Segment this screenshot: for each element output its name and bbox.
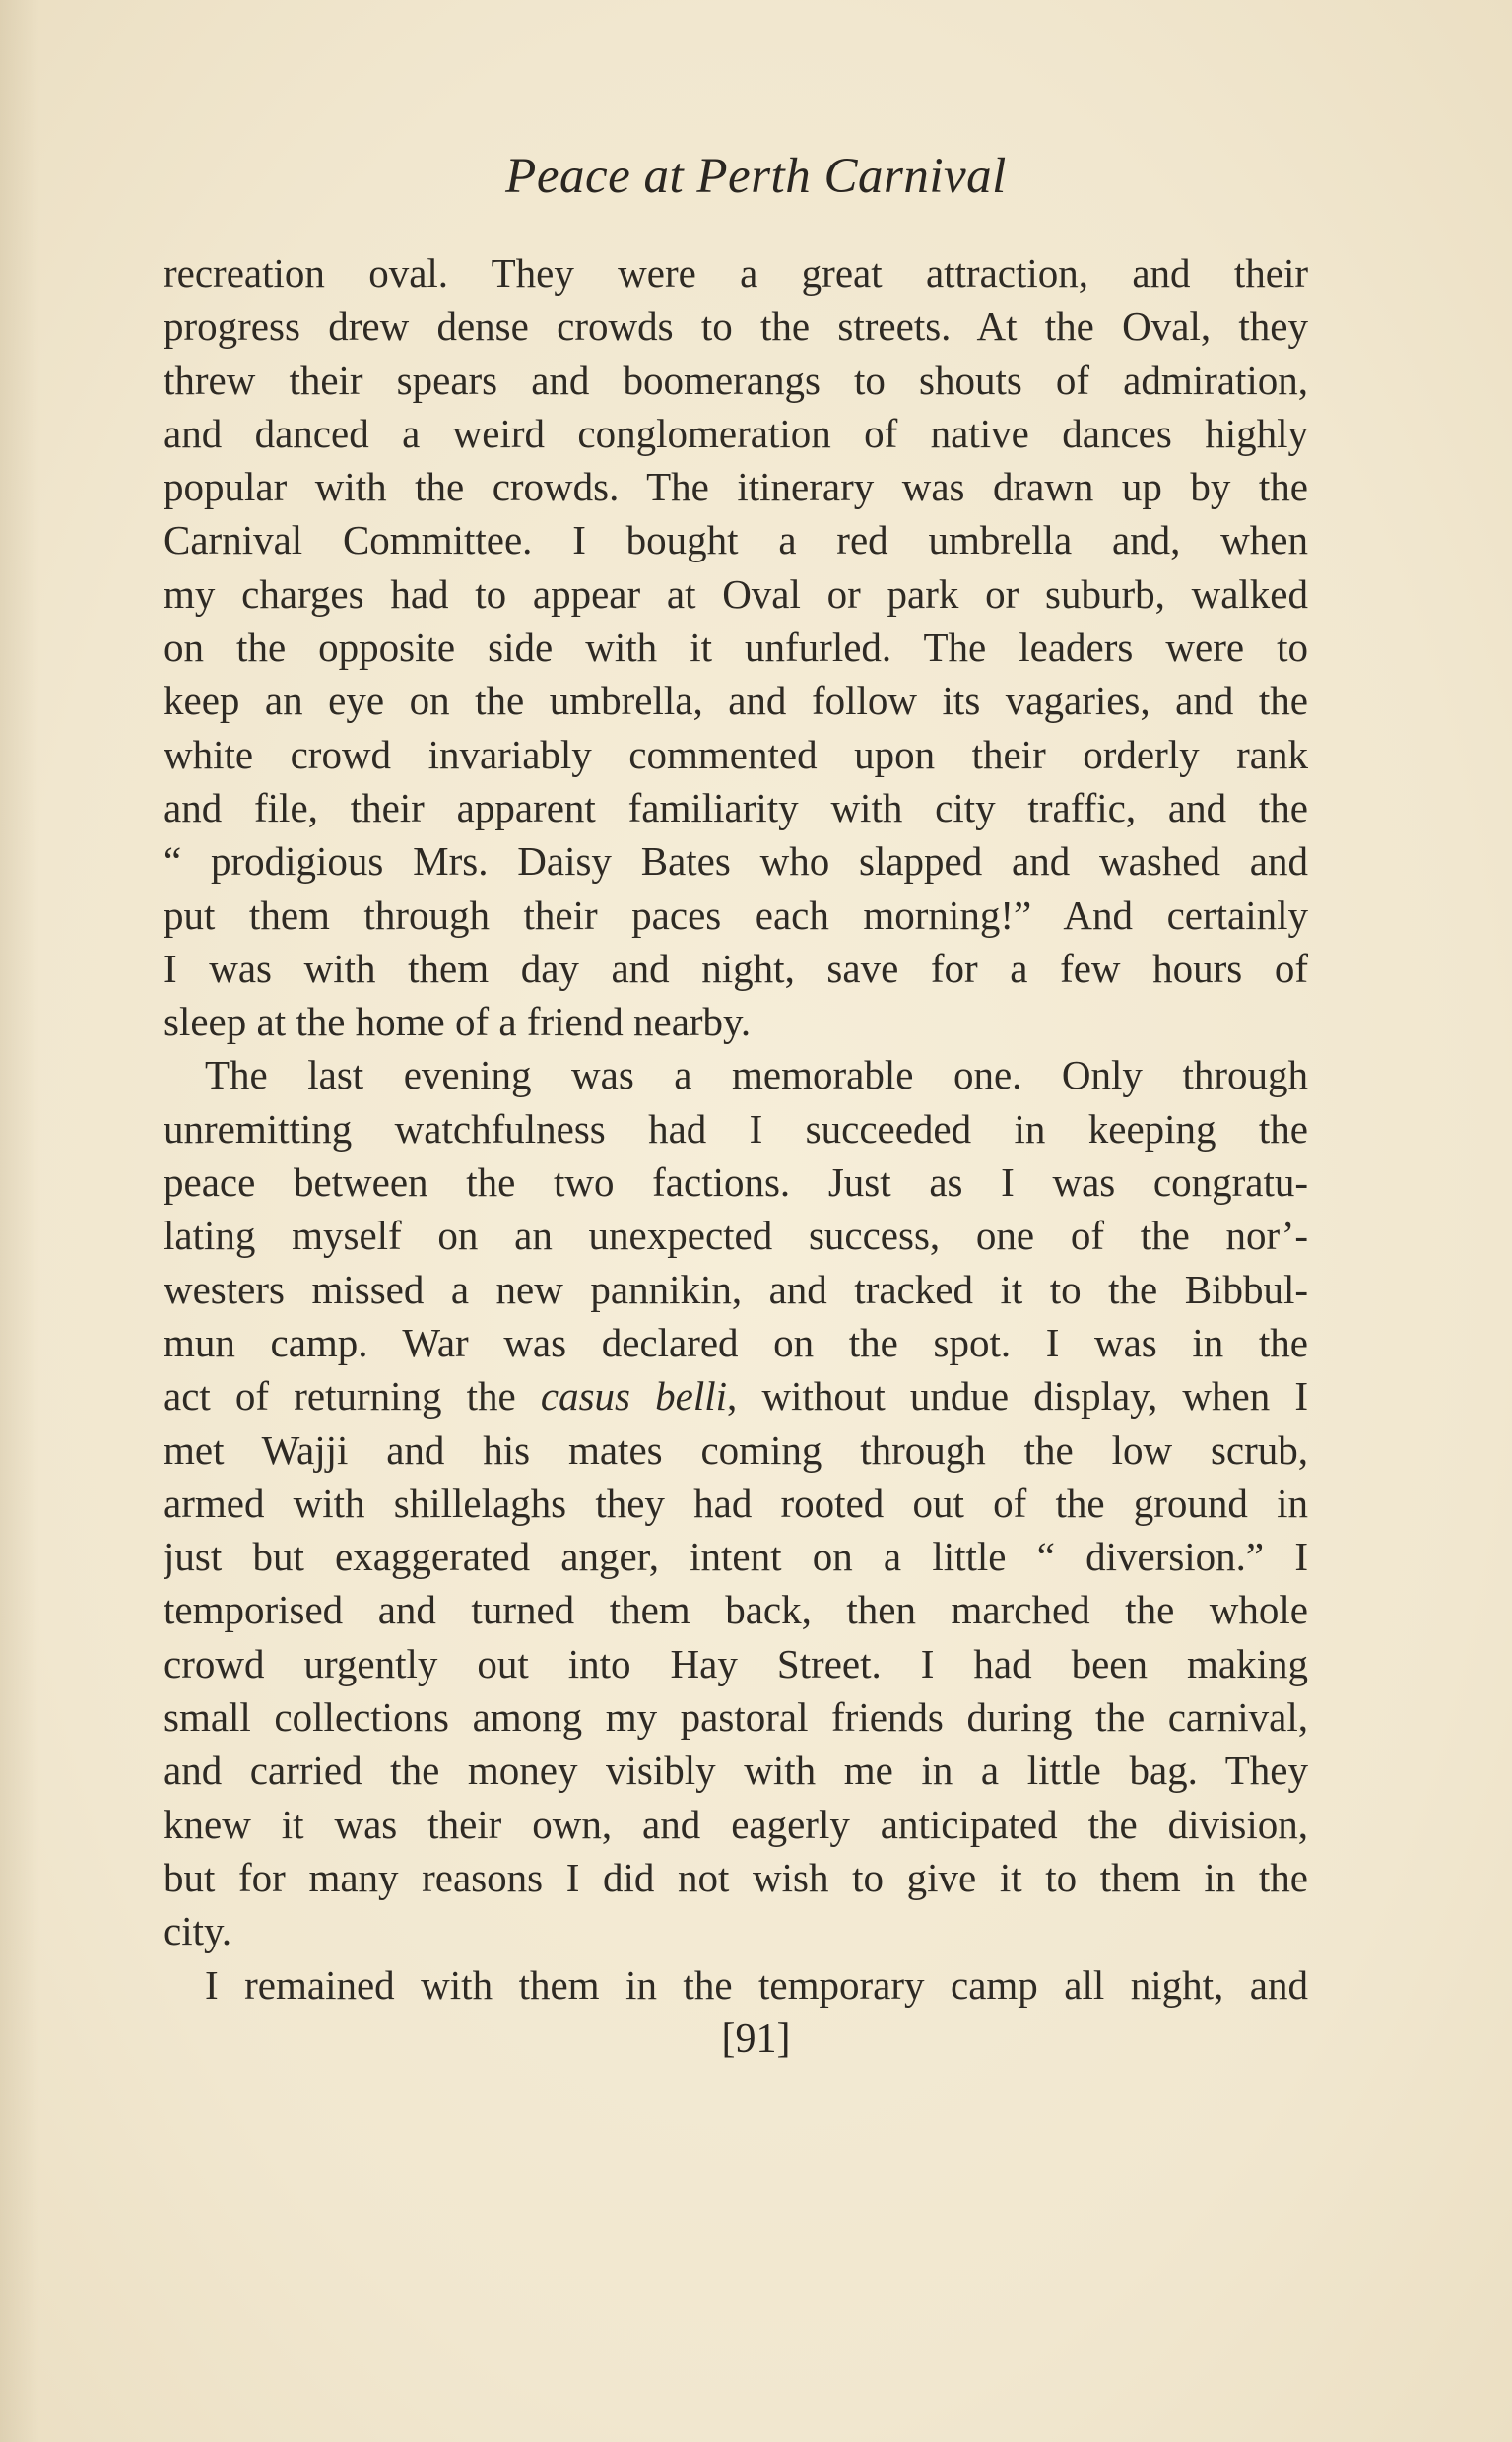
text-line: “ prodigious Mrs. Daisy Bates who slapped and washed and — [164, 838, 1308, 885]
text-line: mun camp. War was declared on the spot. I was in the — [164, 1319, 1308, 1365]
text-line: knew it was their own, and eagerly anticipated the division, — [164, 1801, 1308, 1847]
text-line: city. — [164, 1908, 232, 1954]
text-line: met Wajji and his mates coming through the low scrub, — [164, 1426, 1308, 1473]
text-line: Carnival Committee. I bought a red umbrella and, when — [164, 517, 1308, 563]
text-line: lating myself on an unexpected success, one of the nor’- — [164, 1213, 1308, 1259]
text-line: unremitting watchfulness had I succeeded in keeping the — [164, 1105, 1308, 1152]
text-line: white crowd invariably commented upon their orderly rank — [164, 731, 1308, 777]
text-line: westers missed a new pannikin, and tracked it to the Bibbul- — [164, 1266, 1308, 1312]
text-line: temporised and turned them back, then marched the whole — [164, 1587, 1308, 1633]
text-line: sleep at the home of a friend nearby. — [164, 999, 752, 1045]
text-line: my charges had to appear at Oval or park or suburb, walked — [164, 570, 1308, 617]
text-line: just but exaggerated anger, intent on a little “ diversion.” I — [164, 1534, 1308, 1580]
text-line: popular with the crowds. The itinerary was drawn up by the — [164, 464, 1308, 510]
text-line: on the opposite side with it unfurled. The leaders were to — [164, 625, 1308, 671]
text-line-with-italic: act of returning the casus belli, without undue display, when I — [164, 1373, 1308, 1419]
italic-phrase: casus belli — [540, 1373, 728, 1419]
running-head: Peace at Perth Carnival — [505, 149, 1007, 204]
text-line: small collections among my pastoral friends during the carnival, — [164, 1694, 1308, 1741]
text-line: and danced a weird conglomeration of native dances highly — [164, 410, 1308, 456]
text-line: I remained with them in the temporary camp all night, and — [205, 1961, 1308, 2008]
text-line: and carried the money visibly with me in a little bag. They — [164, 1748, 1308, 1794]
text-line: I was with them day and night, save for a few hours of — [164, 945, 1308, 991]
body-text — [164, 246, 1308, 2012]
text-line: The last evening was a memorable one. Only through — [205, 1052, 1308, 1098]
text-line: crowd urgently out into Hay Street. I had been making — [164, 1640, 1308, 1686]
text-line: keep an eye on the umbrella, and follow its vagaries, and the — [164, 678, 1308, 724]
text-line: recreation oval. They were a great attraction, and their — [164, 250, 1308, 296]
text-line: peace between the two factions. Just as I was congratu- — [164, 1159, 1308, 1206]
text-line: armed with shillelaghs they had rooted out of the ground in — [164, 1480, 1308, 1526]
text-line: but for many reasons I did not wish to give it to them in the — [164, 1854, 1308, 1900]
text-line: put them through their paces each morning!” And certainly — [164, 891, 1308, 938]
text-line: and file, their apparent familiarity with city traffic, and the — [164, 784, 1308, 830]
text-line: threw their spears and boomerangs to shouts of admiration, — [164, 357, 1308, 403]
page-number: [91] — [721, 2016, 791, 2062]
text-line: progress drew dense crowds to the streets. At the Oval, they — [164, 303, 1308, 350]
